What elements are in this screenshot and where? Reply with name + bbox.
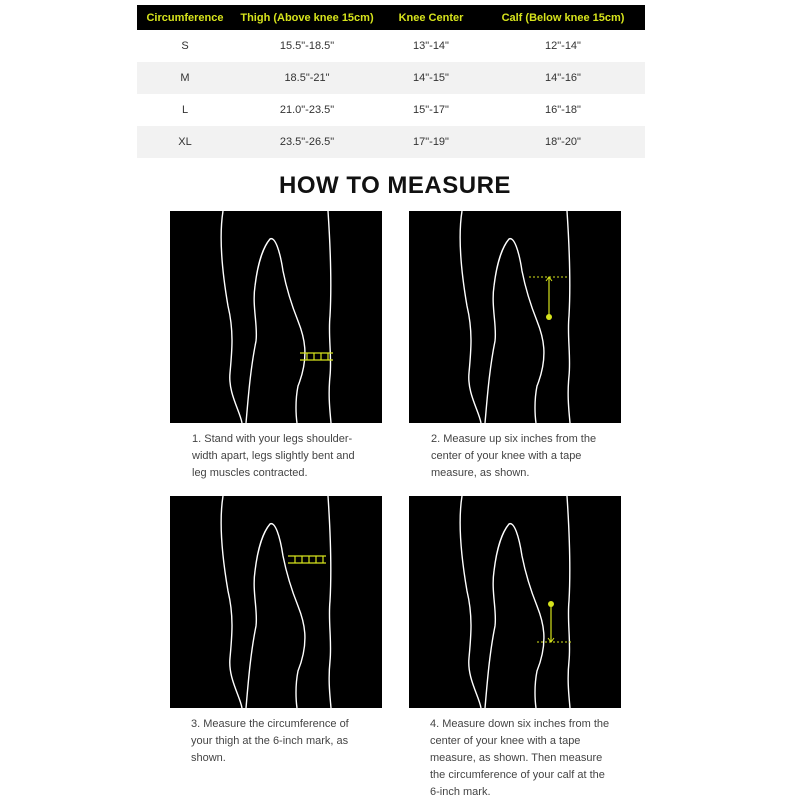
legs-outline-icon <box>409 496 621 708</box>
knee-cell: 17"-19" <box>381 126 481 158</box>
step-1-illustration <box>170 211 382 423</box>
thigh-cell: 18.5"-21" <box>233 62 381 94</box>
size-chart-table <box>137 5 645 158</box>
table-header-row <box>137 5 645 30</box>
step-3-text: 3. Measure the circumference of your thigh at the 6-inch mark, as shown. <box>191 718 349 764</box>
thigh-cell: 21.0"-23.5" <box>233 94 381 126</box>
size-cell: M <box>137 62 233 94</box>
page-title: HOW TO MEASURE <box>279 172 511 199</box>
column-header: Circumference <box>137 5 233 30</box>
knee-cell: 14"-15" <box>381 62 481 94</box>
size-cell: S <box>137 30 233 62</box>
step-4-illustration <box>409 496 621 708</box>
knee-cell: 13"-14" <box>381 30 481 62</box>
step-2-text: 2. Measure up six inches from the center of your knee with a tape measure, as shown. <box>431 433 597 479</box>
column-header: Knee Center <box>381 5 481 30</box>
table-row <box>137 126 645 158</box>
knee-cell: 15"-17" <box>381 94 481 126</box>
calf-cell: 16"-18" <box>481 94 645 126</box>
size-cell: XL <box>137 126 233 158</box>
tape-measure-icon <box>288 556 326 563</box>
step-2-illustration <box>409 211 621 423</box>
step-3-illustration <box>170 496 382 708</box>
column-header: Thigh (Above knee 15cm) <box>233 5 381 30</box>
column-header: Calf (Below knee 15cm) <box>481 5 645 30</box>
calf-cell: 18"-20" <box>481 126 645 158</box>
thigh-cell: 15.5"-18.5" <box>233 30 381 62</box>
legs-outline-icon <box>170 496 382 708</box>
size-cell: L <box>137 94 233 126</box>
calf-cell: 12"-14" <box>481 30 645 62</box>
step-4-text: 4. Measure down six inches from the center of your knee with a tape measure, as shown. Then measure the circumference of your calf at the 6-inch mark. <box>430 718 610 798</box>
calf-cell: 14"-16" <box>481 62 645 94</box>
step-1-text: 1. Stand with your legs shoulder-width apart, legs slightly bent and leg muscles contracted. <box>192 433 355 479</box>
table-row <box>137 30 645 62</box>
legs-outline-icon <box>409 211 621 423</box>
measure-up-marker-icon <box>529 277 569 320</box>
legs-outline-icon <box>170 211 382 423</box>
table-row <box>137 62 645 94</box>
table-row <box>137 94 645 126</box>
thigh-cell: 23.5"-26.5" <box>233 126 381 158</box>
